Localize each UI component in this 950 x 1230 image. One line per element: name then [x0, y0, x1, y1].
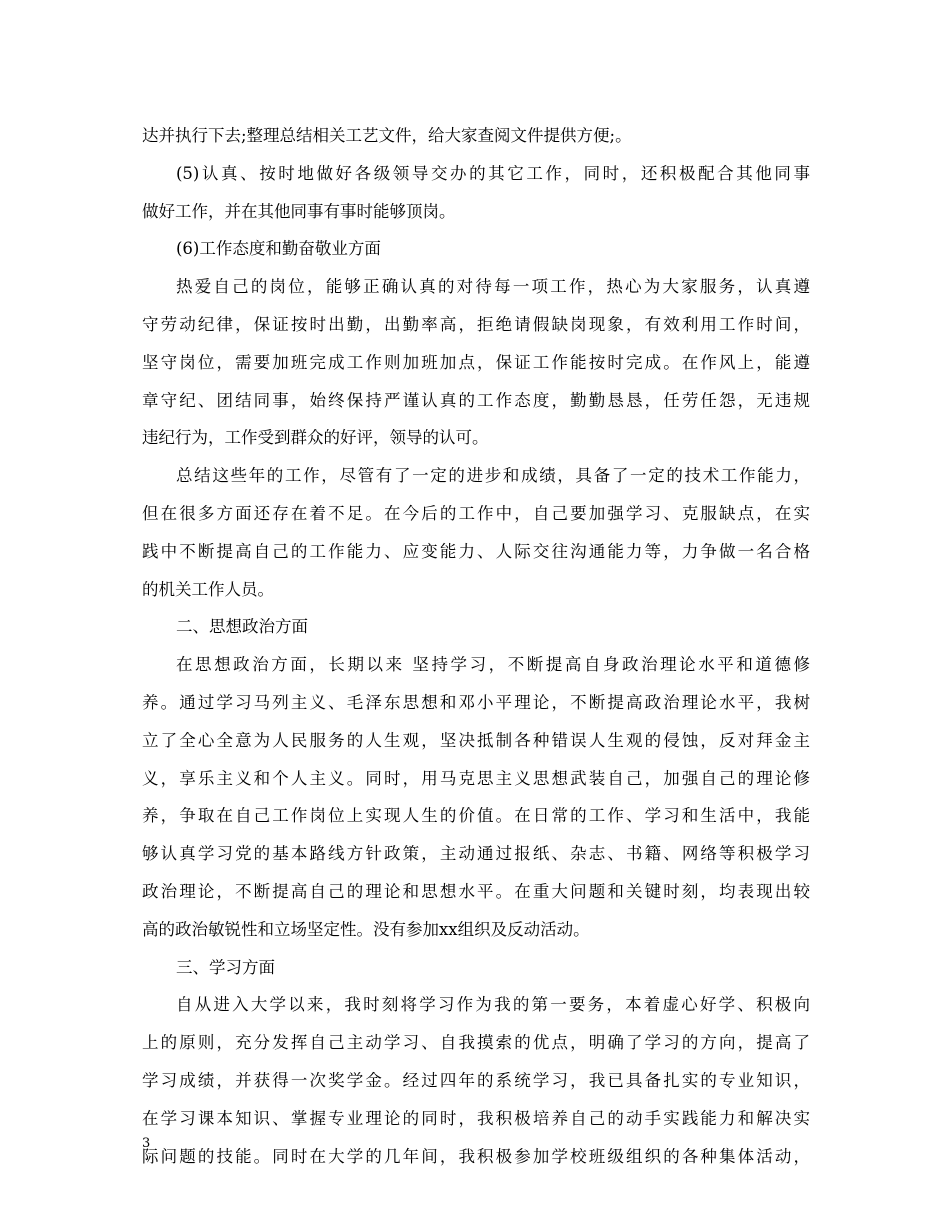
text-line: 的机关工作人员。	[142, 579, 274, 599]
text-line: 章守纪、团结同事，始终保持严谨认真的工作态度，勤勤恳恳，任劳任怨，无违规	[142, 390, 810, 410]
text-line: 政治理论，不断提高自己的理论和思想水平。在重大问题和关键时刻，均表现出较	[142, 881, 810, 901]
body-text	[142, 117, 810, 1175]
text-line: 际问题的技能。同时在大学的几年间，我积极参加学校班级组织的各种集体活动，	[142, 1146, 810, 1166]
text-line: 自从进入大学以来，我时刻将学习作为我的第一要务，本着虚心好学、积极向	[176, 995, 810, 1015]
text-line: 在思想政治方面，长期以来 坚持学习，不断提高自身政治理论水平和道德修	[176, 655, 810, 675]
text-line: 立了全心全意为人民服务的人生观，坚决抵制各种错误人生观的侵蚀，反对拜金主	[142, 730, 810, 750]
text-line: (6)工作态度和勤奋敬业方面	[176, 239, 381, 259]
text-line: 上的原则，充分发挥自己主动学习、自我摸索的优点，明确了学习的方向，提高了	[142, 1033, 810, 1053]
text-line: 违纪行为，工作受到群众的好评，领导的认可。	[142, 428, 489, 448]
text-line: 守劳动纪律，保证按时出勤，出勤率高，拒绝请假缺岗现象，有效利用工作时间，	[142, 314, 810, 334]
text-line: 坚守岗位，需要加班完成工作则加班加点，保证工作能按时完成。在作风上，能遵	[142, 352, 810, 372]
text-line: 二、思想政治方面	[176, 617, 308, 637]
text-line: 三、学习方面	[176, 957, 275, 977]
text-line: 做好工作，并在其他同事有事时能够顶岗。	[142, 201, 456, 221]
text-line: 够认真学习党的基本路线方针政策，主动通过报纸、杂志、书籍、网络等积极学习	[142, 844, 810, 864]
page-number: 3	[142, 1136, 151, 1151]
text-line: 践中不断提高自己的工作能力、应变能力、人际交往沟通能力等，力争做一名合格	[142, 541, 810, 561]
text-line: 养，争取在自己工作岗位上实现人生的价值。在日常的工作、学习和生活中，我能	[142, 806, 810, 826]
text-line: 养。通过学习马列主义、毛泽东思想和邓小平理论，不断提高政治理论水平，我树	[142, 692, 810, 712]
text-line: 学习成绩，并获得一次奖学金。经过四年的系统学习，我已具备扎实的专业知识，	[142, 1070, 810, 1090]
text-line: 总结这些年的工作，尽管有了一定的进步和成绩，具备了一定的技术工作能力，	[176, 466, 810, 486]
text-line: 高的政治敏锐性和立场坚定性。没有参加xx组织及反动活动。	[142, 919, 590, 939]
text-line: 但在很多方面还存在着不足。在今后的工作中，自己要加强学习、克服缺点，在实	[142, 503, 810, 523]
text-line: (5)认真、按时地做好各级领导交办的其它工作，同时，还积极配合其他同事	[176, 163, 810, 183]
text-line: 在学习课本知识、掌握专业理论的同时，我积极培养自己的动手实践能力和解决实	[142, 1108, 810, 1128]
text-line: 达并执行下去;整理总结相关工艺文件，给大家查阅文件提供方便;。	[142, 126, 632, 145]
text-line: 热爱自己的岗位，能够正确认真的对待每一项工作，热心为大家服务，认真遵	[176, 277, 810, 297]
text-line: 义，享乐主义和个人主义。同时，用马克思主义思想武装自己，加强自己的理论修	[142, 768, 810, 788]
